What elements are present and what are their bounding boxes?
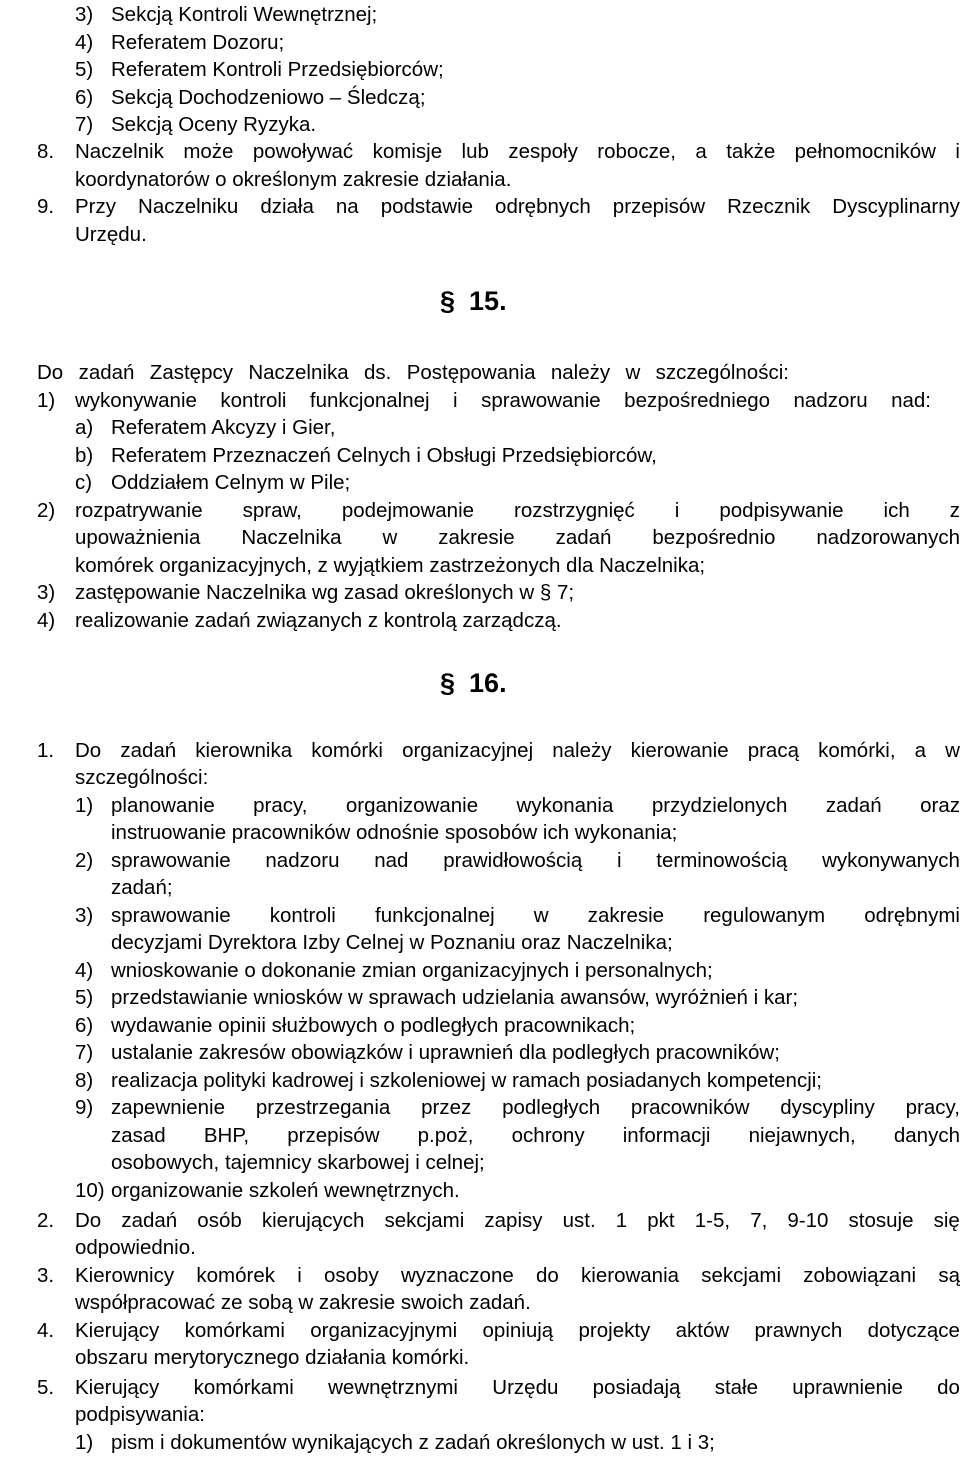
word: Kierownicy (75, 1264, 175, 1287)
word: spraw, (242, 499, 302, 522)
paragraph-line (75, 1207, 960, 1234)
word: nadzoru (265, 849, 340, 872)
word: należy (550, 361, 611, 384)
word: Naczelnik (75, 140, 164, 163)
word: przepisów (612, 195, 706, 218)
word: wykonywanych (822, 849, 960, 872)
word: osób (197, 1209, 242, 1232)
word: prawnych (754, 1319, 843, 1342)
paragraph-line: współpracować ze sobą w zakresie swoich zadań. (75, 1291, 531, 1314)
word: na (335, 195, 359, 218)
word: posiadają (592, 1376, 681, 1399)
word: Naczelnika (241, 526, 342, 549)
word: Do (37, 361, 64, 384)
section-heading: § 15. (440, 286, 507, 316)
word: danych (893, 1124, 960, 1147)
word: kontroli (220, 389, 287, 412)
word: nad: (891, 389, 931, 412)
list-item-line: zadań; (111, 876, 173, 899)
paragraph-line (75, 1262, 960, 1289)
word: podpisywanie (719, 499, 844, 522)
word: upoważnienia (75, 526, 201, 549)
word: BHP, (203, 1124, 250, 1147)
word: podejmowanie (341, 499, 475, 522)
word: zadań (555, 526, 612, 549)
list-item: 7) ustalanie zakresów obowiązków i uprawnień dla podległych pracowników; (75, 1041, 780, 1064)
list-item-line (111, 1122, 960, 1149)
list-item: 3) Sekcją Kontroli Wewnętrznej; (75, 3, 378, 26)
word: i (297, 1264, 302, 1287)
word: sekcjami (701, 1264, 782, 1287)
word: przez (421, 1096, 472, 1119)
word: zadań (121, 1209, 178, 1232)
word: uprawnienie (792, 1376, 903, 1399)
paragraph-number: 9. (37, 195, 55, 218)
list-item (111, 902, 960, 929)
word: kierowanie (630, 739, 729, 762)
word: podległych (502, 1096, 601, 1119)
word: opiniują (482, 1319, 554, 1342)
word: funkcjonalnej (309, 389, 430, 412)
word: Zastępcy (149, 361, 233, 384)
paragraph-line: odpowiednio. (75, 1236, 196, 1259)
list-number: 1) (37, 389, 56, 412)
word: szczególności: (655, 361, 789, 384)
section-symbol: § (440, 668, 456, 698)
paragraph-number: 8. (37, 140, 55, 163)
paragraph-number: 5. (37, 1376, 55, 1399)
word: powoływać (252, 140, 354, 163)
paragraph-number: 4. (37, 1319, 55, 1342)
word: organizacyjnymi (310, 1319, 458, 1342)
word: ochrony (511, 1124, 585, 1147)
word: regulowanym (703, 904, 826, 927)
list-item: 1) pism i dokumentów wynikających z zadań określonych w ust. 1 i 3; (75, 1431, 715, 1454)
word: p.poż, (417, 1124, 474, 1147)
list-item: 8) realizacja polityki kadrowej i szkoleniowej w ramach posiadanych kompetencji; (75, 1069, 822, 1092)
word: niejawnych, (748, 1124, 856, 1147)
word: Kierujący (75, 1376, 160, 1399)
word: sprawowanie (111, 904, 231, 927)
word: nad (374, 849, 409, 872)
section-heading: § 16. (440, 668, 507, 698)
paragraph-line (75, 193, 960, 220)
word: planowanie (111, 794, 215, 817)
word: komórki (311, 739, 383, 762)
list-item: 10) organizowanie szkoleń wewnętrznych. (75, 1179, 460, 1202)
word: lub (461, 140, 489, 163)
word: ust. (562, 1209, 596, 1232)
word: osoby (324, 1264, 379, 1287)
word: zadań (825, 794, 882, 817)
word: z (949, 499, 960, 522)
word: 9-10 (787, 1209, 829, 1232)
word: organizacyjnej (402, 739, 534, 762)
word: i (674, 499, 680, 522)
word: projekty (578, 1319, 651, 1342)
list-number: 2) (75, 849, 94, 872)
paragraph-number: 1. (37, 739, 55, 762)
word: stałe (714, 1376, 759, 1399)
word: Dyscyplinarny (832, 195, 960, 218)
word: terminowością (656, 849, 788, 872)
word: robocze, (597, 140, 676, 163)
word: pełnomocników (794, 140, 936, 163)
word: do (536, 1264, 559, 1287)
paragraph-number: 3. (37, 1264, 55, 1287)
word: oraz (920, 794, 960, 817)
list-number: 2) (37, 499, 56, 522)
word: wewnętrznymi (328, 1376, 458, 1399)
word: przepisów (287, 1124, 380, 1147)
word: także (726, 140, 776, 163)
word: przestrzegania (255, 1096, 391, 1119)
word: zakresie (587, 904, 665, 927)
paragraph-number: 2. (37, 1209, 55, 1232)
section-symbol: § (440, 286, 456, 316)
word: pracy, (905, 1096, 960, 1119)
word: ich (883, 499, 910, 522)
list-item: 5) Referatem Kontroli Przedsiębiorców; (75, 58, 444, 81)
word: dotyczące (867, 1319, 960, 1342)
list-item-line: komórek organizacyjnych, z wyjątkiem zastrzeżonych dla Naczelnika; (75, 554, 706, 577)
word: się (933, 1209, 960, 1232)
list-item (75, 387, 931, 414)
paragraph-line (75, 138, 960, 165)
word: zapewnienie (111, 1096, 225, 1119)
list-item: 3) zastępowanie Naczelnika wg zasad określonych w § 7; (37, 581, 575, 604)
word: kontroli (269, 904, 336, 927)
word: przydzielonych (651, 794, 788, 817)
list-item: 7) Sekcją Oceny Ryzyka. (75, 113, 317, 136)
word: 1 (615, 1209, 628, 1232)
word: Naczelniku (138, 195, 239, 218)
word: stosuje (848, 1209, 914, 1232)
word: zadań (78, 361, 135, 384)
word: komórkami (184, 1319, 285, 1342)
word: funkcjonalnej (375, 904, 495, 927)
paragraph-line: szczególności: (75, 766, 209, 789)
word: informacji (622, 1124, 711, 1147)
sub-item: b) Referatem Przeznaczeń Celnych i Obsługi Przedsiębiorców, (75, 444, 657, 467)
paragraph-line (75, 737, 960, 764)
word: 7, (750, 1209, 768, 1232)
word: i (453, 389, 458, 412)
sub-item: a) Referatem Akcyzy i Gier, (75, 416, 336, 439)
word: należy (552, 739, 612, 762)
list-item: 4) wnioskowanie o dokonanie zmian organizacyjnych i personalnych; (75, 959, 713, 982)
word: komisje (372, 140, 443, 163)
word: rozpatrywanie (75, 499, 203, 522)
list-item-line (75, 524, 960, 551)
word: zakresie (438, 526, 515, 549)
paragraph-line: Urzędu. (75, 223, 147, 246)
word: zobowiązani (803, 1264, 917, 1287)
word: pracą (747, 739, 799, 762)
list-item: 6) Sekcją Dochodzeniowo – Śledczą; (75, 86, 426, 109)
word: prawidłowością (443, 849, 583, 872)
word: Rzecznik (727, 195, 811, 218)
word: Postępowania (406, 361, 536, 384)
list-item (75, 497, 960, 524)
word: kierownika (195, 739, 293, 762)
sub-item: c) Oddziałem Celnym w Pile; (75, 471, 351, 494)
word: nadzoru (793, 389, 868, 412)
word: zasad (111, 1124, 166, 1147)
list-number: 3) (75, 904, 94, 927)
word: odrębnych (495, 195, 591, 218)
word: Urzędu (492, 1376, 559, 1399)
word: zapisy (484, 1209, 543, 1232)
word: zespoły (508, 140, 578, 163)
word: w (625, 361, 641, 384)
word: wykonania (516, 794, 614, 817)
word: pracowników (630, 1096, 750, 1119)
word: Do (75, 1209, 102, 1232)
word: komórek (196, 1264, 275, 1287)
word: w (945, 739, 960, 762)
word: i (955, 140, 960, 163)
word: aktów (675, 1319, 730, 1342)
word: sprawowanie (111, 849, 231, 872)
word: nadzorowanych (816, 526, 960, 549)
list-item: 4) Referatem Dozoru; (75, 31, 285, 54)
paragraph-line: podpisywania: (75, 1403, 205, 1426)
word: pracy, (253, 794, 308, 817)
word: bezpośredniego (624, 389, 771, 412)
word: Naczelnika (248, 361, 349, 384)
list-number: 9) (75, 1096, 94, 1119)
word: ds. (363, 361, 392, 384)
word: sprawowanie (481, 389, 601, 412)
paragraph-line (75, 1317, 960, 1344)
word: komórki, (818, 739, 896, 762)
word: i (616, 849, 622, 872)
list-item-line: osobowych, tajemnicy skarbowej i celnej; (111, 1151, 485, 1174)
word: a (695, 140, 707, 163)
paragraph-line: koordynatorów o określonym zakresie działania. (75, 168, 512, 191)
word: w (382, 526, 398, 549)
word: Do (75, 739, 102, 762)
list-item: 4) realizowanie zadań związanych z kontrolą zarządczą. (37, 609, 562, 632)
word: zadań (120, 739, 177, 762)
list-item (111, 1094, 960, 1121)
list-item (111, 792, 960, 819)
word: podstawie (380, 195, 474, 218)
word: kierowania (581, 1264, 680, 1287)
word: pkt (647, 1209, 675, 1232)
list-item (111, 847, 960, 874)
paragraph-line: obszaru merytorycznego działania komórki. (75, 1346, 470, 1369)
word: a (914, 739, 927, 762)
word: 1-5, (694, 1209, 731, 1232)
word: Przy (75, 195, 116, 218)
list-item: 6) wydawanie opinii służbowych o podległych pracownikach; (75, 1014, 636, 1037)
section-intro (37, 359, 789, 386)
word: wyznaczone (400, 1264, 514, 1287)
list-item: 5) przedstawianie wniosków w sprawach udzielania awansów, wyróżnień i kar; (75, 986, 799, 1009)
word: dyscypliny (780, 1096, 875, 1119)
word: sekcjami (384, 1209, 465, 1232)
word: komórkami (193, 1376, 294, 1399)
list-number: 1) (75, 794, 94, 817)
word: Kierujący (75, 1319, 160, 1342)
word: w (533, 904, 549, 927)
word: kierujących (261, 1209, 365, 1232)
word: działa (260, 195, 314, 218)
word: wykonywanie (75, 389, 197, 412)
word: organizowanie (345, 794, 479, 817)
list-item-line: decyzjami Dyrektora Izby Celnej w Poznaniu oraz Naczelnika; (111, 931, 673, 954)
word: odrębnymi (864, 904, 960, 927)
list-item-line: instruowanie pracowników odnośnie sposobów ich wykonania; (111, 821, 678, 844)
paragraph-line (75, 1374, 960, 1401)
word: do (937, 1376, 960, 1399)
word: rozstrzygnięć (514, 499, 635, 522)
word: są (938, 1264, 960, 1287)
word: może (183, 140, 234, 163)
word: bezpośrednio (652, 526, 776, 549)
